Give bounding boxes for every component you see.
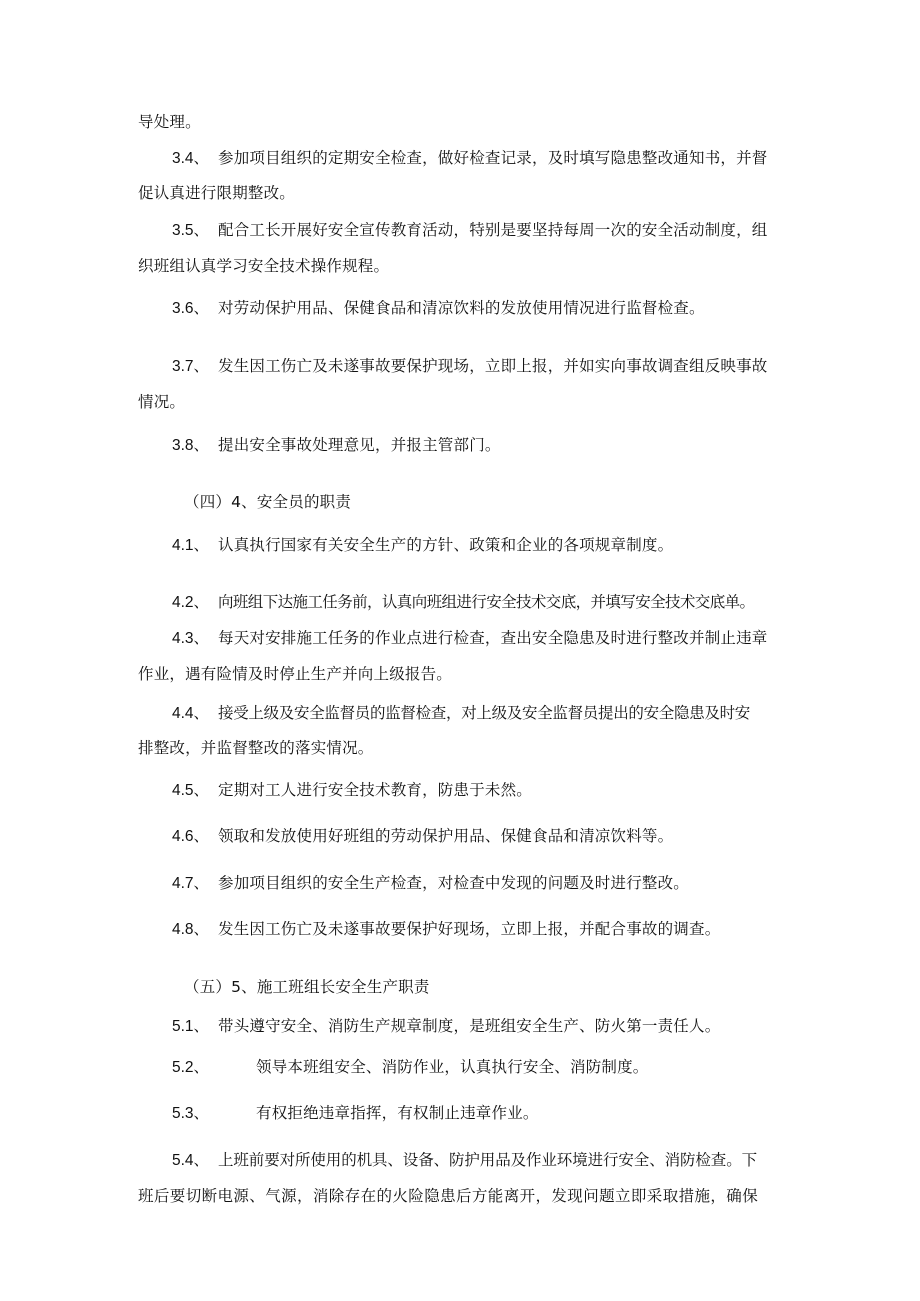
text-line: 排整改，并监督整改的落实情况。: [138, 739, 374, 757]
text-line: 情况。: [138, 393, 186, 411]
item-5-4: 5.4、 上班前要对所使用的机具、设备、防护用品及作业环境进行安全、消防检查。下: [172, 1151, 758, 1169]
item-4-1: 4.1、 认真执行国家有关安全生产的方针、政策和企业的各项规章制度。: [172, 536, 674, 554]
section-heading-4: （四）4、安全员的职责: [184, 493, 352, 511]
item-4-2: 4.2、 向班组下达施工任务前，认真向班组进行安全技术交底，并填写安全技术交底单。: [172, 593, 755, 611]
text-line: 导处理。: [138, 113, 201, 131]
item-4-7: 4.7、 参加项目组织的安全生产检查，对检查中发现的问题及时进行整改。: [172, 874, 690, 892]
text-line: 作业，遇有险情及时停止生产并向上级报告。: [138, 665, 453, 683]
item-4-5: 4.5、 定期对工人进行安全技术教育，防患于未然。: [172, 781, 533, 799]
text-line: 促认真进行限期整改。: [138, 184, 296, 202]
item-3-4: 3.4、 参加项目组织的定期安全检查，做好检查记录，及时填写隐患整改通知书，并督: [172, 149, 768, 167]
item-3-5: 3.5、 配合工长开展好安全宣传教育活动，特别是要坚持每周一次的安全活动制度，组: [172, 221, 768, 239]
item-3-8: 3.8、 提出安全事故处理意见，并报主管部门。: [172, 436, 501, 454]
item-4-3: 4.3、 每天对安排施工任务的作业点进行检查，查出安全隐患及时进行整改并制止违章: [172, 629, 768, 647]
text-line: 班后要切断电源、气源，消除存在的火险隐患后方能离开，发现问题立即采取措施，确保: [138, 1187, 759, 1205]
item-5-3: 5.3、 有权拒绝违章指挥，有权制止违章作业。: [172, 1104, 539, 1122]
item-4-6: 4.6、 领取和发放使用好班组的劳动保护用品、保健食品和清凉饮料等。: [172, 827, 674, 845]
section-heading-5: （五）5、施工班组长安全生产职责: [184, 978, 430, 996]
item-4-8: 4.8、 发生因工伤亡及未遂事故要保护好现场，立即上报，并配合事故的调查。: [172, 920, 721, 938]
item-4-4: 4.4、 接受上级及安全监督员的监督检查，对上级及安全监督员提出的安全隐患及时安: [172, 704, 751, 722]
item-3-6: 3.6、 对劳动保护用品、保健食品和清凉饮料的发放使用情况进行监督检查。: [172, 299, 705, 317]
item-3-7: 3.7、 发生因工伤亡及未遂事故要保护现场，立即上报，并如实向事故调查组反映事故: [172, 357, 768, 375]
text-line: 织班组认真学习安全技术操作规程。: [138, 257, 390, 275]
item-5-2: 5.2、 领导本班组安全、消防作业，认真执行安全、消防制度。: [172, 1058, 649, 1076]
item-5-1: 5.1、 带头遵守安全、消防生产规章制度，是班组安全生产、防火第一责任人。: [172, 1017, 721, 1035]
